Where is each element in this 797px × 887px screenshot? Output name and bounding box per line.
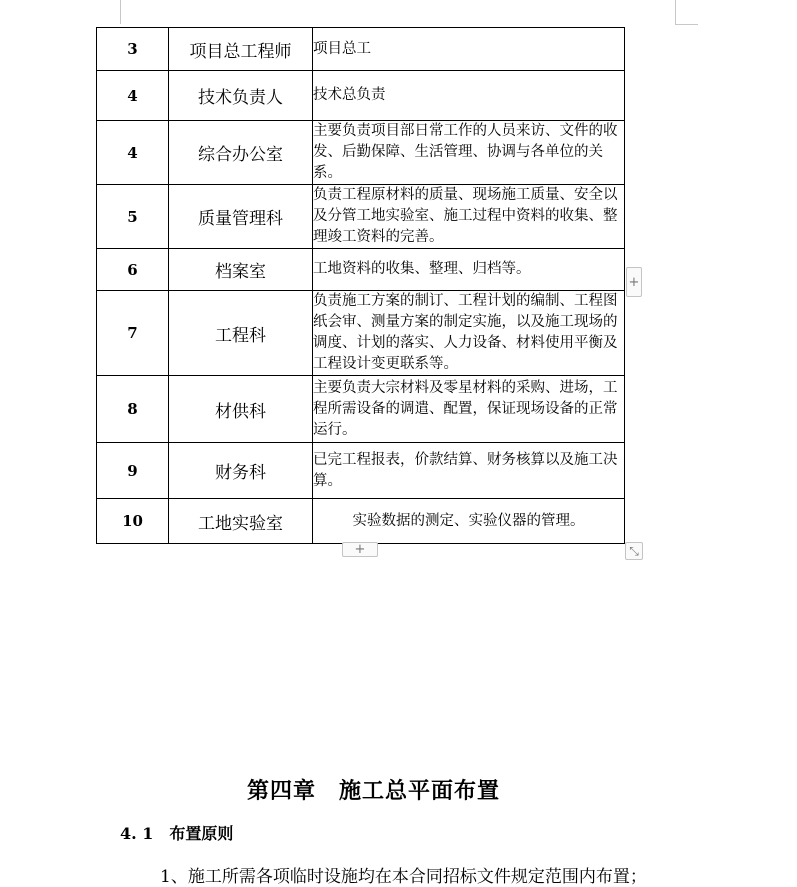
- table-row: [97, 121, 625, 185]
- table-row: [97, 249, 625, 291]
- table-row: [97, 443, 625, 499]
- row-number: 5: [97, 185, 169, 249]
- department-duty: 实验数据的测定、实验仪器的管理。: [313, 499, 625, 544]
- row-number: 7: [97, 291, 169, 376]
- department-name: 材供科: [169, 376, 313, 443]
- table-resize-handle[interactable]: ⤡: [625, 542, 643, 560]
- department-name: 综合办公室: [169, 121, 313, 185]
- row-number: 4: [97, 71, 169, 121]
- table-row: [97, 376, 625, 443]
- page-corner-mark-left: [120, 0, 121, 24]
- chapter-heading: 第四章 施工总平面布置: [246, 778, 500, 804]
- department-name: 档案室: [169, 249, 313, 291]
- department-duty: 已完工程报表，价款结算、财务核算以及施工决算。: [313, 443, 625, 499]
- department-name: 项目总工程师: [169, 28, 313, 71]
- department-table: [96, 27, 625, 544]
- department-duty: 技术总负责: [313, 71, 625, 121]
- department-duty: 负责工程原材料的质量、现场施工质量、安全以及分管工地实验室、施工过程中资料的收集、整理竣工资料的完善。: [313, 185, 625, 249]
- add-row-button[interactable]: +: [342, 542, 378, 557]
- table-row: [97, 185, 625, 249]
- department-name: 工地实验室: [169, 499, 313, 544]
- table-row: [97, 499, 625, 544]
- row-number: 8: [97, 376, 169, 443]
- table-row: [97, 28, 625, 71]
- department-duty: 工地资料的收集、整理、归档等。: [313, 249, 625, 291]
- row-number: 9: [97, 443, 169, 499]
- department-name: 技术负责人: [169, 71, 313, 121]
- row-number: 10: [97, 499, 169, 544]
- department-name: 工程科: [169, 291, 313, 376]
- department-name: 质量管理科: [169, 185, 313, 249]
- department-duty: 主要负责项目部日常工作的人员来访、文件的收发、后勤保障、生活管理、协调与各单位的关系。: [313, 121, 625, 185]
- body-paragraph: 1、施工所需各项临时设施均在本合同招标文件规定范围内布置；: [160, 867, 647, 887]
- department-duty: 负责施工方案的制订、工程计划的编制、工程图纸会审、测量方案的制定实施，以及施工现场的调度、计划的落实、人力设备、材料使用平衡及工程设计变更联系等。: [313, 291, 625, 376]
- section-heading: 4. 1 布置原则: [120, 824, 234, 843]
- table-row: [97, 291, 625, 376]
- page-corner-mark-right: [675, 0, 698, 25]
- row-number: 6: [97, 249, 169, 291]
- table-row: [97, 71, 625, 121]
- add-column-button[interactable]: +: [626, 267, 642, 297]
- department-duty: 项目总工: [313, 28, 625, 71]
- department-duty: 主要负责大宗材料及零星材料的采购、进场，工程所需设备的调遣、配置，保证现场设备的正常运行。: [313, 376, 625, 443]
- department-name: 财务科: [169, 443, 313, 499]
- row-number: 4: [97, 121, 169, 185]
- row-number: 3: [97, 28, 169, 71]
